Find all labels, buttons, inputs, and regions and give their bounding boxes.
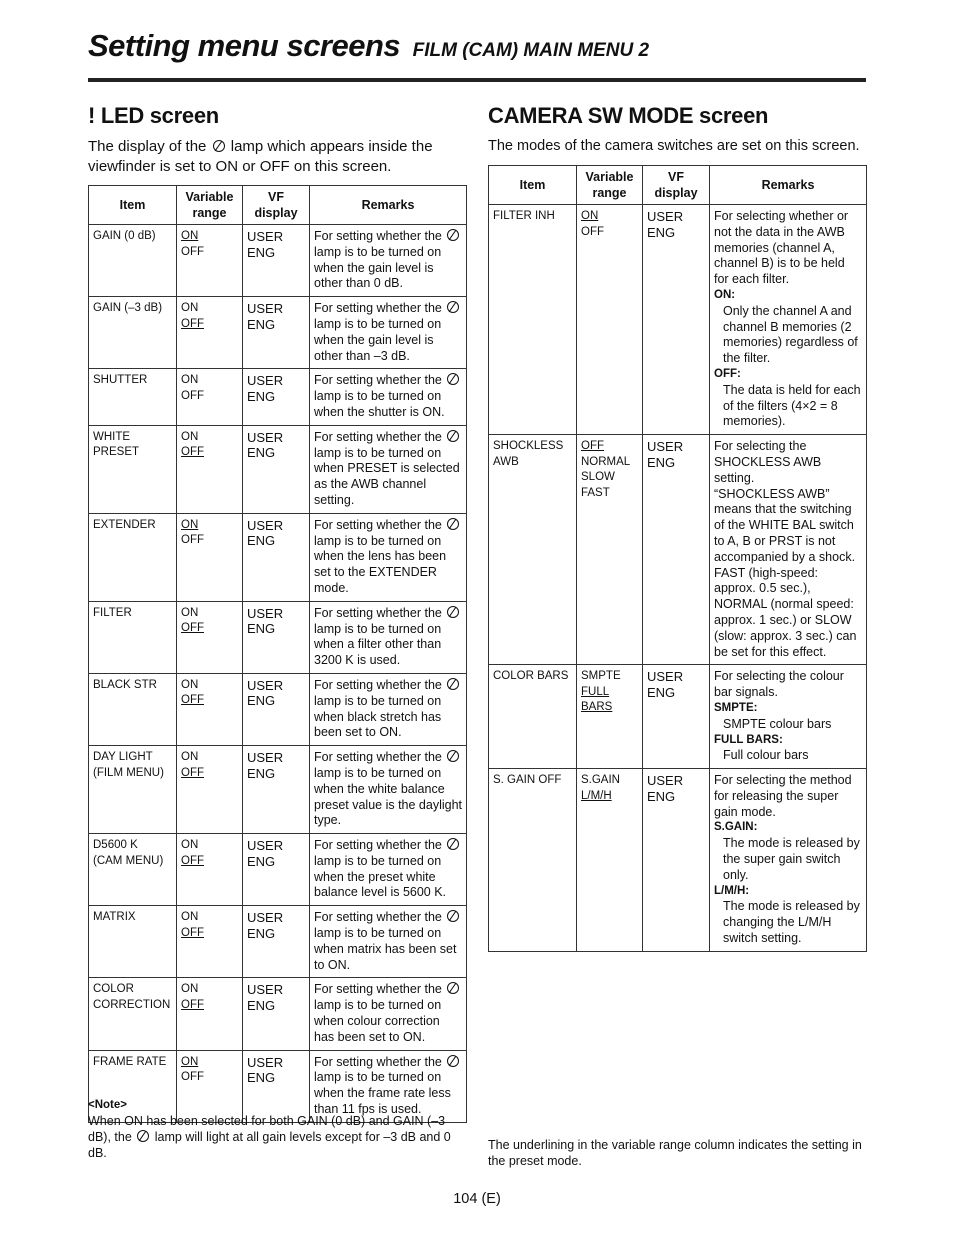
table-row bbox=[89, 746, 467, 834]
vf-value: ENG bbox=[247, 997, 276, 1013]
range-option: ON bbox=[181, 678, 199, 691]
range-option bbox=[181, 317, 238, 333]
remark-text: lamp is to be turned on when the preset white balance level is 5600 K. bbox=[314, 853, 447, 900]
vf-value: ENG bbox=[247, 765, 276, 781]
variable-range-cell bbox=[177, 834, 243, 906]
remark-text: For selecting the method for releasing the super gain mode. bbox=[714, 773, 852, 819]
note-text-before: When ON has been selected for both GAIN (0 dB) and GAIN (–3 dB), the bbox=[88, 1114, 446, 1144]
remark-text: For setting whether the bbox=[314, 677, 442, 692]
vf-display-cell bbox=[643, 435, 710, 665]
range-option bbox=[181, 621, 238, 637]
lamp-icon bbox=[447, 518, 459, 530]
range-option: FAST bbox=[581, 486, 610, 499]
range-option: SLOW bbox=[581, 471, 615, 484]
range-option: OFF bbox=[181, 534, 204, 547]
item-cell bbox=[89, 746, 177, 834]
remark-text: For setting whether the bbox=[314, 750, 442, 765]
range-option bbox=[181, 445, 238, 461]
range-option bbox=[181, 926, 238, 942]
remarks-cell bbox=[710, 769, 867, 952]
variable-range-cell bbox=[177, 673, 243, 745]
remark-text: For setting whether the bbox=[314, 373, 442, 388]
vf-display-cell bbox=[243, 673, 310, 745]
table-row bbox=[89, 906, 467, 978]
led-table bbox=[88, 185, 467, 1123]
vf-display-cell bbox=[243, 746, 310, 834]
range-option bbox=[181, 766, 238, 782]
range-option: SMPTE bbox=[581, 670, 621, 683]
item-label: (FILM MENU) bbox=[93, 766, 164, 779]
item-cell bbox=[489, 665, 577, 769]
item-label: EXTENDER bbox=[93, 518, 156, 531]
table-row bbox=[89, 225, 467, 297]
item-label: COLOR BARS bbox=[493, 670, 569, 683]
variable-range-cell bbox=[177, 601, 243, 673]
vf-display-cell bbox=[643, 205, 710, 435]
remark-subtext: The mode is released by the super gain switch only. bbox=[723, 836, 860, 882]
col-header-remarks: Remarks bbox=[310, 186, 467, 225]
led-section bbox=[88, 100, 466, 1123]
range-option: ON bbox=[181, 983, 199, 996]
remark-subtext: The mode is released by changing the L/M/H switch setting. bbox=[723, 899, 860, 946]
vf-value: USER bbox=[247, 373, 284, 389]
remark-text: lamp is to be turned on when black stretch has been set to ON. bbox=[314, 693, 442, 740]
item-label: S. GAIN OFF bbox=[493, 774, 562, 787]
vf-value: USER bbox=[247, 910, 284, 926]
table-row bbox=[489, 665, 867, 769]
range-option: ON bbox=[181, 374, 199, 387]
vf-value: ENG bbox=[247, 925, 276, 941]
item-cell bbox=[89, 513, 177, 601]
remark-text: For setting whether the bbox=[314, 301, 442, 316]
range-option: OFF bbox=[181, 446, 204, 459]
range-option bbox=[581, 789, 638, 805]
range-option bbox=[181, 518, 238, 534]
vf-value: ENG bbox=[247, 388, 276, 404]
range-option bbox=[181, 229, 238, 245]
item-label: DAY LIGHT bbox=[93, 751, 153, 764]
range-option bbox=[181, 693, 238, 709]
table-row bbox=[89, 369, 467, 425]
range-option: OFF bbox=[181, 926, 204, 939]
vf-display-cell bbox=[243, 369, 310, 425]
col-header-item: Item bbox=[89, 186, 177, 225]
vf-value: USER bbox=[247, 301, 284, 317]
remarks-cell bbox=[310, 425, 467, 513]
remark-subtext: Full colour bars bbox=[723, 748, 809, 763]
remarks-cell bbox=[310, 906, 467, 978]
remarks-cell bbox=[710, 205, 867, 435]
vf-value: USER bbox=[247, 677, 284, 693]
item-label: SHUTTER bbox=[93, 374, 148, 387]
vf-display-cell bbox=[243, 906, 310, 978]
remarks-cell bbox=[310, 978, 467, 1050]
remark-text: For selecting whether or not the data in the AWB memories (channel A, channel B) is to be held for each filter. bbox=[714, 209, 849, 287]
vf-display-cell bbox=[243, 978, 310, 1050]
vf-value: ENG bbox=[647, 684, 676, 700]
table-row bbox=[89, 978, 467, 1050]
remark-text: lamp is to be turned on when matrix has been set to ON. bbox=[314, 926, 457, 972]
range-option: ON bbox=[581, 210, 599, 222]
remarks-cell bbox=[310, 746, 467, 834]
range-option bbox=[181, 854, 238, 870]
page-header bbox=[88, 28, 866, 64]
led-intro: The display of the lamp which appears inside the viewfinder is set to ON or OFF on this screen. bbox=[88, 138, 433, 175]
vf-value: USER bbox=[247, 838, 284, 854]
vf-value: ENG bbox=[247, 445, 276, 461]
col-header-variable-range: Variable range bbox=[577, 166, 643, 205]
range-option: NORMAL bbox=[581, 455, 631, 468]
remark-text: For setting whether the bbox=[314, 605, 442, 620]
table-row bbox=[89, 297, 467, 369]
item-label: BLACK STR bbox=[93, 678, 157, 691]
remark-subtext: Only the channel A and channel B memories (2 memories) regardless of the filter. bbox=[723, 303, 858, 366]
table-row bbox=[89, 673, 467, 745]
remark-subheading: FULL BARS: bbox=[714, 733, 783, 746]
remark-text: For selecting the SHOCKLESS AWB setting. bbox=[714, 439, 822, 485]
range-option: L/M/H bbox=[581, 789, 612, 802]
vf-value: USER bbox=[247, 605, 284, 621]
camsw-footnote: The underlining in the variable range column indicates the setting in the preset mode. bbox=[488, 1138, 862, 1168]
range-option: ON bbox=[181, 1055, 199, 1068]
vf-value: ENG bbox=[247, 853, 276, 869]
remark-text: lamp is to be turned on when the frame rate less than 11 fps is used. bbox=[314, 1070, 451, 1117]
col-header-remarks: Remarks bbox=[710, 166, 867, 205]
vf-value: ENG bbox=[247, 621, 276, 637]
vf-value: ENG bbox=[247, 693, 276, 709]
col-header-vf-display: VF display bbox=[243, 186, 310, 225]
vf-value: ENG bbox=[247, 533, 276, 549]
lamp-icon bbox=[447, 301, 459, 313]
item-cell bbox=[489, 769, 577, 952]
item-label: FILTER bbox=[93, 606, 132, 619]
remark-text: For selecting the colour bar signals. bbox=[714, 669, 844, 700]
range-option: ON bbox=[181, 839, 199, 852]
item-cell bbox=[89, 601, 177, 673]
item-cell bbox=[489, 205, 577, 435]
remark-subheading: OFF: bbox=[714, 367, 741, 380]
variable-range-cell bbox=[577, 769, 643, 952]
remarks-cell bbox=[710, 435, 867, 665]
variable-range-cell bbox=[577, 205, 643, 435]
vf-value: ENG bbox=[247, 316, 276, 332]
item-label: AWB bbox=[493, 455, 519, 468]
range-option: S.GAIN bbox=[581, 774, 620, 787]
variable-range-cell bbox=[177, 225, 243, 297]
item-cell bbox=[489, 435, 577, 665]
variable-range-cell bbox=[577, 435, 643, 665]
range-option: ON bbox=[181, 751, 199, 764]
vf-value: ENG bbox=[647, 224, 676, 240]
vf-value: ENG bbox=[247, 1070, 276, 1086]
table-row bbox=[89, 601, 467, 673]
remark-text: For setting whether the bbox=[314, 982, 442, 997]
item-cell bbox=[89, 978, 177, 1050]
remark-subheading: S.GAIN: bbox=[714, 821, 758, 834]
vf-display-cell bbox=[243, 601, 310, 673]
vf-display-cell bbox=[643, 665, 710, 769]
range-option: OFF bbox=[181, 317, 204, 330]
lamp-icon bbox=[137, 1130, 149, 1142]
remarks-cell bbox=[310, 601, 467, 673]
range-option bbox=[181, 1055, 238, 1071]
range-option: OFF bbox=[181, 854, 204, 867]
vf-value: USER bbox=[247, 429, 284, 445]
item-cell bbox=[89, 425, 177, 513]
item-label: COLOR bbox=[93, 983, 134, 996]
item-label: WHITE PRESET bbox=[93, 430, 140, 459]
remark-subheading: ON: bbox=[714, 288, 736, 301]
range-option: OFF bbox=[181, 1071, 204, 1084]
item-cell bbox=[89, 297, 177, 369]
table-row bbox=[489, 205, 867, 435]
lamp-icon bbox=[447, 678, 459, 690]
variable-range-cell bbox=[177, 746, 243, 834]
vf-display-cell bbox=[243, 225, 310, 297]
remark-text: For setting whether the bbox=[314, 838, 442, 853]
table-row bbox=[489, 435, 867, 665]
variable-range-cell bbox=[177, 297, 243, 369]
item-label: GAIN (0 dB) bbox=[93, 230, 156, 242]
vf-value: USER bbox=[247, 517, 284, 533]
remark-text: lamp is to be turned on when the shutter is ON. bbox=[314, 389, 445, 419]
remark-text: lamp is to be turned on when the gain level is other than 0 dB. bbox=[314, 244, 442, 291]
remark-text: lamp is to be turned on when colour correction has been set to ON. bbox=[314, 998, 442, 1044]
vf-value: USER bbox=[647, 209, 684, 224]
range-option: ON bbox=[181, 230, 199, 242]
note-text-after: lamp will light at all gain levels except for –3 dB and 0 dB. bbox=[88, 1130, 451, 1160]
remarks-cell bbox=[310, 513, 467, 601]
vf-value: USER bbox=[647, 773, 684, 789]
range-option: OFF bbox=[181, 389, 204, 402]
vf-value: USER bbox=[247, 1054, 284, 1070]
range-option: OFF bbox=[581, 225, 604, 238]
vf-display-cell bbox=[243, 297, 310, 369]
remark-text: lamp is to be turned on when the lens has been set to the EXTENDER mode. bbox=[314, 533, 447, 595]
table-row bbox=[89, 425, 467, 513]
page-number: 104 (E) bbox=[453, 1191, 501, 1207]
remark-text: For setting whether the bbox=[314, 910, 442, 925]
remark-text: For setting whether the bbox=[314, 229, 442, 243]
range-option: OFF bbox=[181, 622, 204, 635]
remark-text: lamp is to be turned on when the gain level is other than –3 dB. bbox=[314, 316, 442, 363]
vf-value: ENG bbox=[647, 454, 676, 470]
range-option bbox=[581, 685, 638, 716]
variable-range-cell bbox=[177, 978, 243, 1050]
col-header-vf-display: VF display bbox=[643, 166, 710, 205]
page-subtitle: FILM (CAM) MAIN MENU 2 bbox=[412, 40, 650, 61]
note-heading: <Note> bbox=[88, 1099, 127, 1111]
range-option: OFF bbox=[581, 440, 604, 453]
item-label: CORRECTION bbox=[93, 998, 171, 1011]
range-option: ON bbox=[181, 518, 199, 531]
remark-text: “SHOCKLESS AWB” means that the switching of the WHITE BAL switch to A, B or PRST is not accompanied by a shock. FAST (high-speed: approx. 0.5 sec.), NORMAL (normal speed: approx. 1 sec.) or SLOW (slow: approx. 3 sec.) can be set for this effect. bbox=[714, 486, 857, 659]
lamp-icon bbox=[447, 373, 459, 385]
range-option: OFF bbox=[181, 245, 204, 258]
item-label: D5600 K bbox=[93, 839, 138, 852]
item-label: MATRIX bbox=[93, 911, 136, 924]
vf-display-cell bbox=[243, 513, 310, 601]
variable-range-cell bbox=[577, 665, 643, 769]
page-title: Setting menu screens bbox=[88, 28, 401, 63]
remark-text: For setting whether the bbox=[314, 1054, 442, 1069]
remarks-cell bbox=[310, 225, 467, 297]
lamp-icon bbox=[447, 229, 459, 241]
vf-value: ENG bbox=[247, 244, 276, 260]
remark-text: lamp is to be turned on when a filter other than 3200 K is used. bbox=[314, 621, 442, 668]
range-option: ON bbox=[181, 302, 199, 315]
lamp-icon bbox=[447, 430, 459, 442]
range-option: OFF bbox=[181, 694, 204, 707]
camsw-table bbox=[488, 165, 867, 952]
range-option: FULL BARS bbox=[581, 685, 613, 714]
led-note bbox=[88, 1097, 466, 1161]
remark-subheading: SMPTE: bbox=[714, 701, 758, 714]
lamp-icon bbox=[447, 606, 459, 618]
vf-value: USER bbox=[647, 439, 684, 455]
variable-range-cell bbox=[177, 425, 243, 513]
remark-subtext: The data is held for each of the filters (4×2 = 8 memories). bbox=[723, 382, 861, 429]
col-header-variable-range: Variable range bbox=[177, 186, 243, 225]
vf-value: USER bbox=[247, 229, 284, 244]
variable-range-cell bbox=[177, 513, 243, 601]
col-header-item: Item bbox=[489, 166, 577, 205]
range-option: ON bbox=[181, 606, 199, 619]
table-row bbox=[89, 834, 467, 906]
item-cell bbox=[89, 834, 177, 906]
range-option bbox=[581, 209, 638, 225]
item-label: FILTER INH bbox=[493, 210, 555, 222]
item-cell bbox=[89, 225, 177, 297]
range-option: OFF bbox=[181, 998, 204, 1011]
lamp-icon bbox=[213, 140, 225, 152]
lamp-icon bbox=[447, 838, 459, 850]
item-label: GAIN (–3 dB) bbox=[93, 302, 163, 315]
remarks-cell bbox=[710, 665, 867, 769]
range-option: OFF bbox=[181, 766, 204, 779]
remark-text: For setting whether the bbox=[314, 517, 442, 532]
remarks-cell bbox=[310, 673, 467, 745]
lamp-icon bbox=[447, 910, 459, 922]
item-label: (CAM MENU) bbox=[93, 854, 164, 867]
range-option: ON bbox=[181, 430, 199, 443]
range-option: ON bbox=[181, 911, 199, 924]
remark-text: For setting whether the bbox=[314, 429, 442, 444]
item-cell bbox=[89, 369, 177, 425]
vf-display-cell bbox=[243, 834, 310, 906]
lamp-icon bbox=[447, 1055, 459, 1067]
lamp-icon bbox=[447, 982, 459, 994]
variable-range-cell bbox=[177, 369, 243, 425]
range-option bbox=[581, 439, 638, 455]
vf-value: USER bbox=[247, 982, 284, 998]
remark-text: lamp is to be turned on when the white balance preset value is the daylight type. bbox=[314, 765, 463, 828]
vf-value: USER bbox=[647, 669, 684, 685]
item-cell bbox=[89, 906, 177, 978]
item-cell bbox=[89, 673, 177, 745]
remark-subheading: L/M/H: bbox=[714, 884, 750, 897]
table-row bbox=[489, 769, 867, 952]
camsw-intro: The modes of the camera switches are set on this screen. bbox=[488, 138, 860, 154]
led-heading: ! LED screen bbox=[88, 103, 219, 128]
remark-text: lamp is to be turned on when PRESET is selected as the AWB channel setting. bbox=[314, 445, 460, 507]
camsw-heading: CAMERA SW MODE screen bbox=[488, 103, 769, 128]
vf-display-cell bbox=[643, 769, 710, 952]
remarks-cell bbox=[310, 834, 467, 906]
header-rule bbox=[88, 78, 866, 82]
camera-sw-mode-section bbox=[488, 100, 866, 952]
vf-value: ENG bbox=[647, 788, 676, 804]
table-row bbox=[89, 513, 467, 601]
variable-range-cell bbox=[177, 906, 243, 978]
item-label: SHOCKLESS bbox=[493, 440, 564, 453]
range-option bbox=[181, 998, 238, 1014]
remarks-cell bbox=[310, 297, 467, 369]
remark-subtext: SMPTE colour bars bbox=[723, 716, 832, 731]
vf-value: USER bbox=[247, 750, 284, 766]
lamp-icon bbox=[447, 750, 459, 762]
item-label: FRAME RATE bbox=[93, 1055, 167, 1068]
remarks-cell bbox=[310, 369, 467, 425]
vf-display-cell bbox=[243, 425, 310, 513]
